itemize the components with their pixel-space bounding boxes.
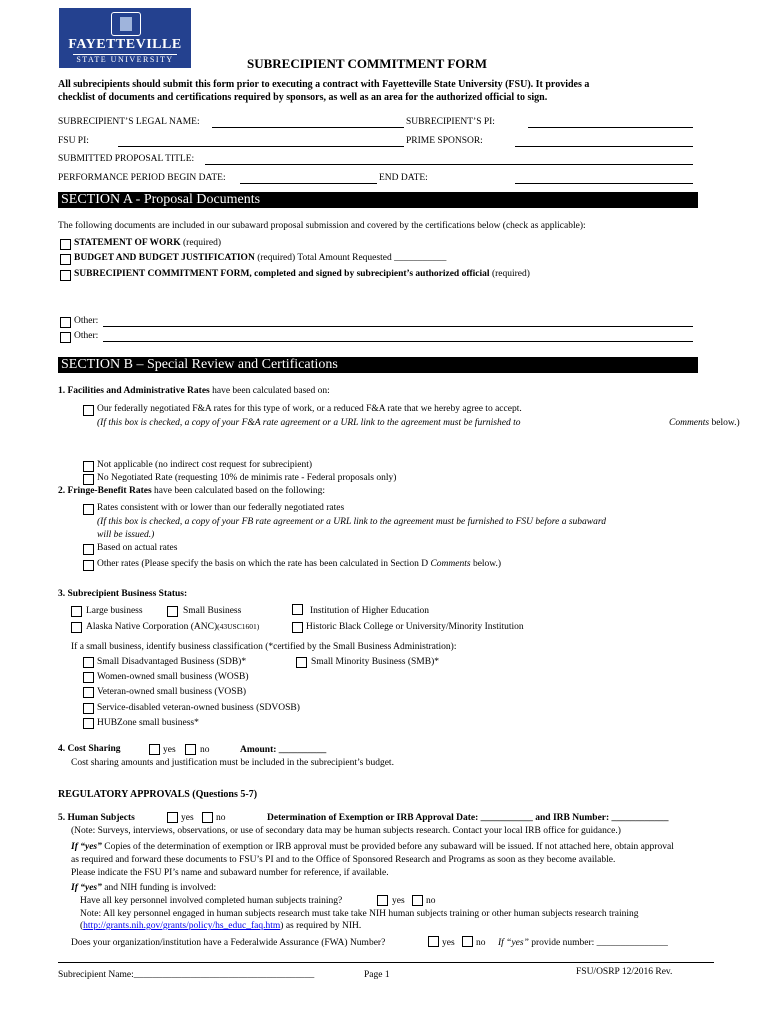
large-business-checkbox[interactable] [71,606,82,617]
regulatory-header: REGULATORY APPROVALS (Questions 5-7) [58,789,258,800]
training-no-label: no [426,896,436,906]
irb-para-line2: as required and forward these documents to FSU’s PI and to the Office of Sponsored Research and Programs as soon as they become available. [71,855,616,865]
other1-field[interactable] [103,326,693,327]
fwa-no-label: no [476,938,486,948]
other2-field[interactable] [103,341,693,342]
cost-share-amount: Amount: __________ [240,745,327,755]
q4-label: 4. Cost Sharing [58,744,121,754]
intro-line1: All subrecipients should submit this form prior to executing a contract with Fayetteville State University (FSU). It provides a [58,79,590,90]
seal-icon [111,12,141,36]
smb-checkbox[interactable] [296,657,307,668]
q2-label: 2. Fringe-Benefit Rates have been calculated based on the following: [58,486,325,496]
anc-checkbox[interactable] [71,622,82,633]
fwa-no-checkbox[interactable] [462,936,473,947]
fwa-question: Does your organization/institution have a Federalwide Assurance (FWA) Number? [71,938,386,948]
hbcu-label: Historic Black College or University/Minority Institution [306,622,524,632]
ihe-checkbox[interactable] [292,604,303,615]
fb-consistent-label: Rates consistent with or lower than our federally negotiated rates [97,503,345,513]
fb-other-checkbox[interactable] [83,560,94,571]
wosb-checkbox[interactable] [83,672,94,683]
q3-label: 3. Subrecipient Business Status: [58,589,188,599]
fwa-yes-label: yes [442,938,455,948]
sub-pi-field[interactable] [528,127,693,128]
small-business-label: Small Business [183,606,242,616]
cost-share-yes-label: yes [163,745,176,755]
end-date-label: END DATE: [379,173,428,183]
nih-intro: If “yes” and NIH funding is involved: [71,883,217,893]
q1-label: 1. Facilities and Administrative Rates have been calculated based on: [58,386,330,396]
budget-checkbox[interactable] [60,254,71,265]
nih-faq-link[interactable]: http://grants.nih.gov/grants/policy/hs_educ_faq.htm [83,921,281,931]
other2-checkbox[interactable] [60,332,71,343]
sdvosb-label: Service-disabled veteran-owned business (SDVOSB) [97,703,300,713]
fsu-pi-label: FSU PI: [58,136,89,146]
vosb-label: Veteran-owned small business (VOSB) [97,687,247,697]
legal-name-field[interactable] [212,127,404,128]
training-note: Note: All key personnel engaged in human subjects research must take take NIH human subjects training or other human subjects research training [80,909,639,919]
large-business-label: Large business [86,606,143,616]
fb-note2: will be issued.) [97,530,155,540]
proposal-title-label: SUBMITTED PROPOSAL TITLE: [58,154,195,164]
fwa-yes-checkbox[interactable] [428,936,439,947]
fa-note: (If this box is checked, a copy of your F&A rate agreement or a URL link to the agreement must be furnished to [97,418,521,428]
vosb-checkbox[interactable] [83,687,94,698]
page-number: Page 1 [364,970,390,980]
fb-actual-label: Based on actual rates [97,543,178,553]
fa-negotiated-checkbox[interactable] [83,405,94,416]
fb-note1: (If this box is checked, a copy of your FB rate agreement or a URL link to the agreement must be furnished to FSU before a subaward [97,517,606,527]
sow-label: STATEMENT OF WORK (required) [74,238,221,248]
prime-sponsor-field[interactable] [515,146,693,147]
hubzone-checkbox[interactable] [83,718,94,729]
prime-sponsor-label: PRIME SPONSOR: [406,136,483,146]
cost-share-no-label: no [200,745,210,755]
small-business-intro: If a small business, identify business classification (*certified by the Small Business Administration): [71,642,457,652]
smb-label: Small Minority Business (SMB)* [311,657,439,667]
commitment-form-label: SUBRECIPIENT COMMITMENT FORM, completed and signed by subrecipient’s authorized official (required) [74,269,530,279]
end-date-field[interactable] [515,183,693,184]
legal-name-label: SUBRECIPIENT’S LEGAL NAME: [58,117,200,127]
fa-na-label: Not applicable (no indirect cost request for subrecipient) [97,460,312,470]
irb-determination: Determination of Exemption or IRB Approval Date: ___________ and IRB Number: ____________ [267,813,669,823]
revision-code: FSU/OSRP 12/2016 Rev. [576,967,673,977]
training-no-checkbox[interactable] [412,895,423,906]
other2-label: Other: [74,331,99,341]
human-subjects-no-checkbox[interactable] [202,812,213,823]
page-title: SUBRECIPIENT COMMITMENT FORM [247,56,488,71]
fb-actual-checkbox[interactable] [83,544,94,555]
fa-no-rate-checkbox[interactable] [83,474,94,485]
proposal-title-field[interactable] [205,164,693,165]
human-subjects-note: (Note: Surveys, interviews, observations, or use of secondary data may be human subjects research. Contact your local IRB office for guidance.) [71,826,621,836]
other1-label: Other: [74,316,99,326]
sub-pi-label: SUBRECIPIENT’S PI: [406,117,495,127]
intro-line2: checklist of documents and certifications required by sponsors, as well as an area for the authorized official to sign. [58,92,548,103]
section-b-header: SECTION B – Special Review and Certifications [58,357,698,373]
logo-sub: STATE UNIVERSITY [76,55,174,64]
begin-date-field[interactable] [240,183,377,184]
sdb-label: Small Disadvantaged Business (SDB)* [97,657,247,667]
sdvosb-checkbox[interactable] [83,703,94,714]
anc-label: Alaska Native Corporation (ANC)(43USC1601) [86,622,260,632]
fa-negotiated-label: Our federally negotiated F&A rates for this type of work, or a reduced F&A rate that we hereby agree to accept. [97,404,522,414]
training-question: Have all key personnel involved completed human subjects training? [80,896,343,906]
university-logo [59,8,191,68]
sdb-checkbox[interactable] [83,657,94,668]
ihe-label: Institution of Higher Education [310,606,429,616]
fsu-pi-field[interactable] [118,146,404,147]
fa-note-right: Comments below.) [669,418,740,428]
subrecipient-name-field[interactable]: Subrecipient Name:______________________________________ [58,970,315,980]
training-yes-checkbox[interactable] [377,895,388,906]
training-yes-label: yes [392,896,405,906]
cost-share-no-checkbox[interactable] [185,744,196,755]
commitment-form-checkbox[interactable] [60,270,71,281]
human-subjects-yes-label: yes [181,813,194,823]
section-a-header: SECTION A - Proposal Documents [58,192,698,208]
budget-label: BUDGET AND BUDGET JUSTIFICATION (required) Total Amount Requested ___________ [74,253,447,263]
small-business-checkbox[interactable] [167,606,178,617]
cost-share-note: Cost sharing amounts and justification must be included in the subrecipient’s budget. [71,758,394,768]
fwa-provide: If “yes” provide number: _______________ [498,938,668,948]
fb-consistent-checkbox[interactable] [83,504,94,515]
fa-no-rate-label: No Negotiated Rate (requesting 10% de minimis rate - Federal proposals only) [97,473,397,483]
hbcu-checkbox[interactable] [292,622,303,633]
sow-checkbox[interactable] [60,239,71,250]
fb-other-label: Other rates (Please specify the basis on which the rate has been calculated in Section D Comments below.) [97,559,502,569]
other1-checkbox[interactable] [60,317,71,328]
human-subjects-yes-checkbox[interactable] [167,812,178,823]
hubzone-label: HUBZone small business* [97,718,199,728]
wosb-label: Women-owned small business (WOSB) [97,672,249,682]
human-subjects-no-label: no [216,813,226,823]
q5-label: 5. Human Subjects [58,813,135,823]
fa-na-checkbox[interactable] [83,461,94,472]
section-a-intro: The following documents are included in our subaward proposal submission and covered by the certifications below (check as applicable): [58,221,586,231]
training-link-line: (http://grants.nih.gov/grants/policy/hs_educ_faq.htm) as required by NIH. [80,921,362,931]
begin-date-label: PERFORMANCE PERIOD BEGIN DATE: [58,173,226,183]
irb-para-line3: Please indicate the FSU PI’s name and subaward number for reference, if available. [71,868,389,878]
irb-para-line1: If “yes” Copies of the determination of exemption or IRB approval must be provided before any subaward will be issued. If not attached here, obtain approval [71,842,674,852]
footer-divider [58,962,714,963]
cost-share-yes-checkbox[interactable] [149,744,160,755]
logo-name: FAYETTEVILLE [68,37,182,52]
